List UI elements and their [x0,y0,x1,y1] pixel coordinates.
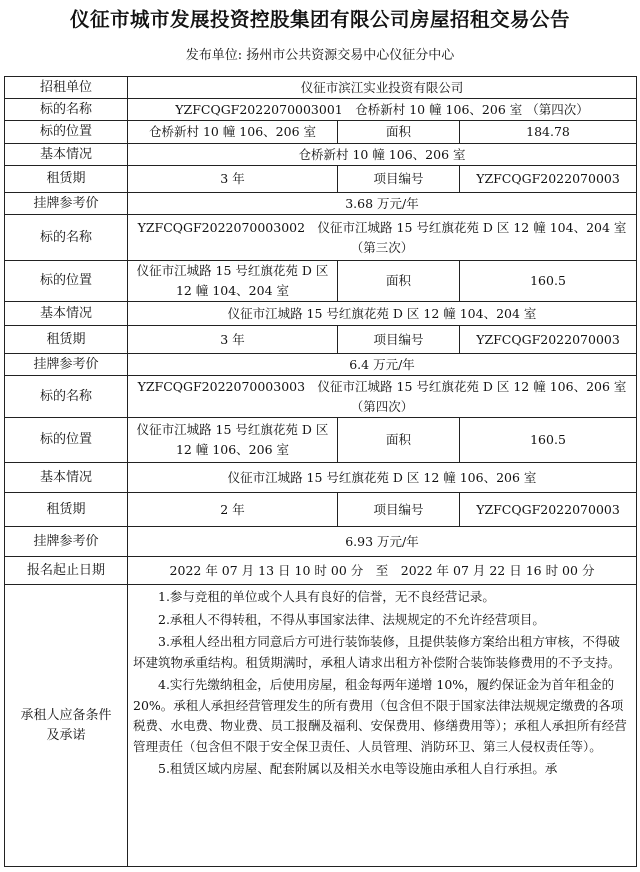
lot1-basic: 仓桥新村 10 幢 106、206 室 [128,144,637,166]
condition-item: 3.承租人经出租方同意后方可进行装饰装修，且提供装修方案给出租方审核，不得破坏建筑物承重结构。租赁期满时，承租人请求出租方补偿附合装饰装修费用的不予支持。 [133,634,621,670]
label-area: 面积 [338,121,460,144]
lot1-location: 仓桥新村 10 幢 106、206 室 [128,121,338,144]
page-title: 仪征市城市发展投资控股集团有限公司房屋招租交易公告 [69,8,570,31]
label-dates: 报名起止日期 [5,557,128,585]
label-conditions-line1: 承租人应备条件 [20,707,112,723]
row-lot2-basic [5,302,637,326]
lot2-area: 160.5 [460,261,637,302]
value-unit: 仪征市滨江实业投资有限公司 [128,77,637,99]
row-lot2-period [5,326,637,354]
row-lot3-basic [5,463,637,493]
label-period: 租赁期 [5,326,128,354]
lot3-location-line2: 12 幢 106、206 室 [175,442,290,457]
lot1-project-no: YZFCQGF2022070003 [460,166,637,193]
row-lot1-location [5,121,637,144]
lot1-area: 184.78 [460,121,637,144]
label-area: 面积 [338,418,460,463]
label-name: 标的名称 [5,376,128,418]
lot2-location [128,261,338,302]
lot3-price: 6.93 万元/年 [128,527,637,557]
lot2-name [128,215,637,261]
lot3-period: 2 年 [128,493,338,527]
label-price: 挂牌参考价 [5,527,128,557]
label-price: 挂牌参考价 [5,354,128,376]
label-basic: 基本情况 [5,463,128,493]
label-basic: 基本情况 [5,302,128,326]
label-project-no: 项目编号 [338,326,460,354]
row-lot3-name [5,376,637,418]
conditions-list [128,585,637,867]
publisher-line: 发布单位: 扬州市公共资源交易中心仪征分中心 [185,48,455,63]
lot2-project-no: YZFCQGF2022070003 [460,326,637,354]
label-area: 面积 [338,261,460,302]
value-dates: 2022 年 07 月 13 日 10 时 00 分 至 2022 年 07 月 22 日 16 时 00 分 [128,557,637,585]
label-conditions [5,585,128,867]
condition-item: 2.承租人不得转租，不得从事国家法律、法规规定的不允许经营项目。 [158,611,545,627]
label-project-no: 项目编号 [338,493,460,527]
lot3-name [128,376,637,418]
lot2-location-line2: 12 幢 104、204 室 [175,283,290,298]
row-lot3-period [5,493,637,527]
label-name: 标的名称 [5,215,128,261]
row-lot2-price [5,354,637,376]
lot3-area: 160.5 [460,418,637,463]
lot3-location-line1: 仪征市江城路 15 号红旗花苑 D 区 [136,422,329,437]
row-lot1-period [5,166,637,193]
lot2-location-line1: 仪征市江城路 15 号红旗花苑 D 区 [136,263,329,278]
lot2-period: 3 年 [128,326,338,354]
label-conditions-line2: 及承诺 [46,727,86,743]
row-lot1-basic [5,144,637,166]
row-lot2-name [5,215,637,261]
lot2-name-line1: YZFCQGF2022070003002 仪征市江城路 15 号红旗花苑 D 区 12 幢 104、204 室 [137,219,627,235]
row-lot2-location [5,261,637,302]
row-lot3-location [5,418,637,463]
lot3-name-line1: YZFCQGF2022070003003 仪征市江城路 15 号红旗花苑 D 区 12 幢 106、206 室 [137,378,627,394]
label-unit: 招租单位 [5,77,128,99]
label-period: 租赁期 [5,166,128,193]
row-unit [5,77,637,99]
row-dates [5,557,637,585]
label-basic: 基本情况 [5,144,128,166]
row-lot1-name [5,99,637,121]
label-price: 挂牌参考价 [5,193,128,215]
label-project-no: 项目编号 [338,166,460,193]
lot2-basic: 仪征市江城路 15 号红旗花苑 D 区 12 幢 104、204 室 [128,302,637,326]
listing-table [4,76,637,867]
condition-item: 4.实行先缴纳租金，后使用房屋，租金每两年递增 10%，履约保证金为首年租金的 20%。承租人承担经营管理发生的所有费用（包含但不限于国家法律法规规定缴费的各项税费、水电费、物业费、员工报酬及福利、安保费用、修缮费用等）；承租人承担所有经营管理责任（包含但不限于安全保卫责任、人员管理、消防环卫、第三人侵权责任等）。 [133,677,627,754]
label-period: 租赁期 [5,493,128,527]
lot1-period: 3 年 [128,166,338,193]
label-name: 标的名称 [5,99,128,121]
lot2-price: 6.4 万元/年 [128,354,637,376]
label-location: 标的位置 [5,261,128,302]
row-lot1-price [5,193,637,215]
lot3-name-line2: （第四次） [350,398,414,414]
row-conditions [5,585,637,867]
label-location: 标的位置 [5,121,128,144]
lot3-basic: 仪征市江城路 15 号红旗花苑 D 区 12 幢 106、206 室 [128,463,637,493]
lot1-price: 3.68 万元/年 [128,193,637,215]
row-lot3-price [5,527,637,557]
condition-item: 5.租赁区域内房屋、配套附属以及相关水电等设施由承租人自行承担。承 [158,761,558,776]
label-location: 标的位置 [5,418,128,463]
lot1-name: YZFCQGF2022070003001 仓桥新村 10 幢 106、206 室 （第四次） [128,99,637,121]
condition-item: 1.参与竞租的单位或个人具有良好的信誉，无不良经营记录。 [158,589,495,604]
lot3-project-no: YZFCQGF2022070003 [460,493,637,527]
lot2-name-line2: （第三次） [350,239,414,255]
lot3-location [128,418,338,463]
